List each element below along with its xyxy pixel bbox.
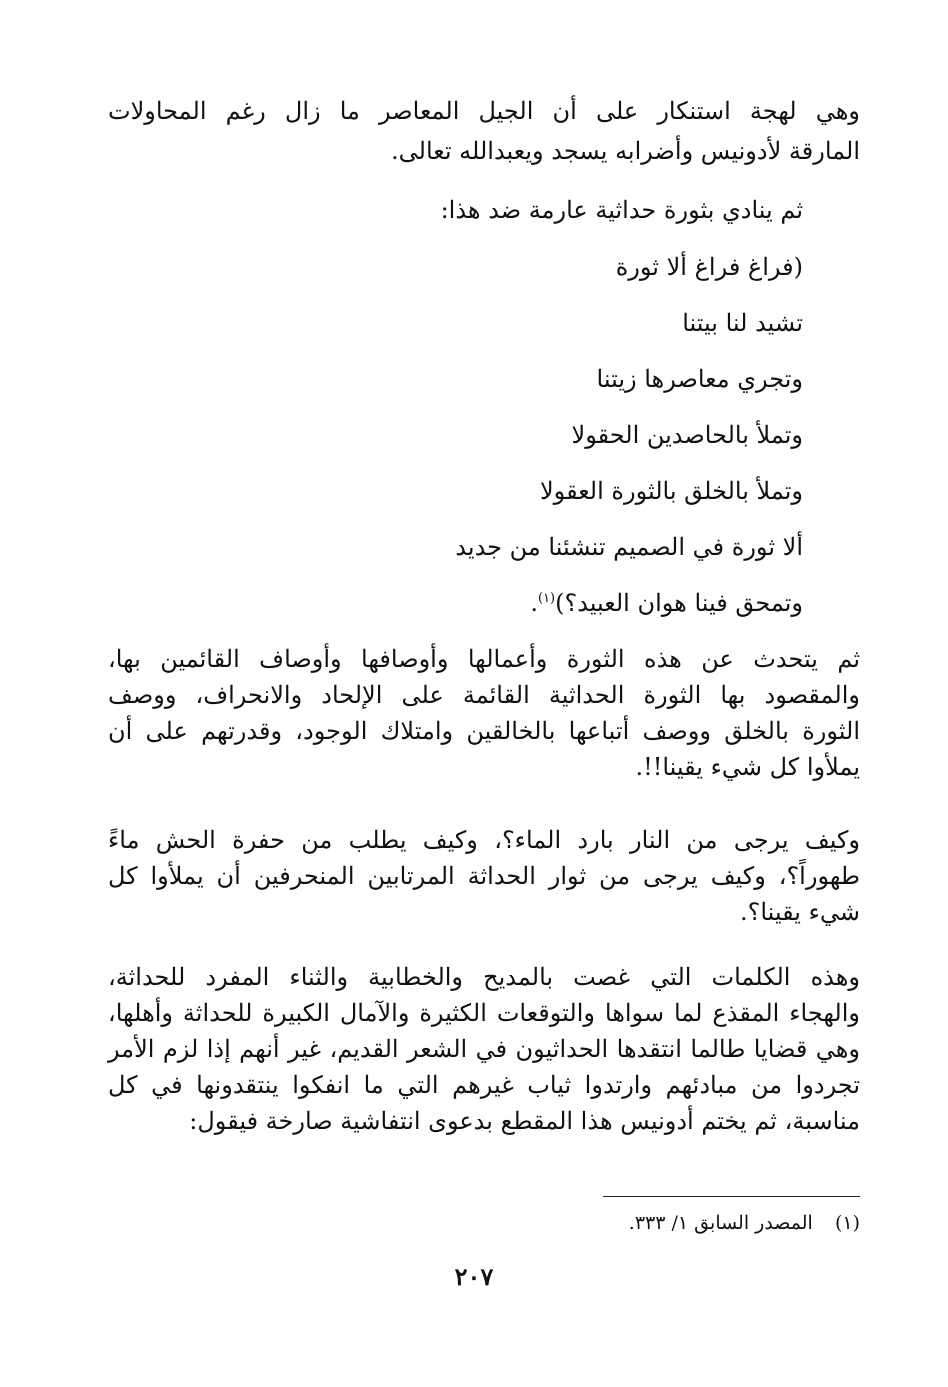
paragraph-3-line: شيء يقينا؟. — [739, 898, 860, 926]
paragraph-4-line: والهجاء المقذع لما سواها والتوقعات الكثيرة والآمال الكبيرة للحداثة وأهلها، — [108, 999, 860, 1027]
page-number: ٢٠٧ — [454, 1262, 494, 1291]
poem-verse: تشيد لنا بيتنا — [682, 309, 803, 337]
footnote-reference: (١) — [537, 591, 556, 606]
paragraph-2-line: يملأوا كل شيء يقينا!!. — [635, 753, 860, 781]
poem-verse: وتملأ بالحاصدين الحقولا — [571, 421, 803, 449]
paragraph-2-line: ثم يتحدث عن هذه الثورة وأعمالها وأوصافها وأوصاف القائمين بها، — [108, 645, 860, 673]
paragraph-2-line: والمقصود بها الثورة الحداثية القائمة على الإلحاد والانحراف، ووصف — [108, 681, 860, 709]
paragraph-4-line: وهي قضايا طالما انتقدها الحداثيون في الشعر القديم، غير أنهم إذا لزم الأمر — [108, 1035, 860, 1063]
paragraph-4-line: وهذه الكلمات التي غصت بالمديح والخطابية والثناء المفرد للحداثة، — [108, 963, 860, 991]
paragraph-4-line: تجردوا من مبادئهم وارتدوا ثياب غيرهم التي ما انفكوا ينتقدونها في كل — [108, 1071, 860, 1099]
footnote-separator — [603, 1196, 860, 1197]
footnote-marker: (١) — [834, 1212, 860, 1234]
paragraph-3-line: طهوراً؟، وكيف يرجى من ثوار الحداثة المرتابين المنحرفين أن يملأوا كل — [108, 862, 860, 890]
paragraph-2-line: الثورة بالخلق ووصف أتباعها بالخالقين وامتلاك الوجود، وقدرتهم على أن — [108, 717, 860, 745]
paragraph-4 — [108, 959, 860, 1139]
paragraph-1 — [108, 93, 860, 169]
paragraph-1-line: وهي لهجة استنكار على أن الجيل المعاصر ما زال رغم المحاولات — [108, 97, 860, 125]
poem-verse: وتملأ بالخلق بالثورة العقولا — [539, 477, 803, 505]
poem-verse: (فراغ فراغ ألا ثورة — [615, 253, 803, 281]
paragraph-3-line: وكيف يرجى من النار بارد الماء؟، وكيف يطلب من حفرة الحش ماءً — [108, 826, 860, 854]
paragraph-4-line: مناسبة، ثم يختم أدونيس هذا المقطع بدعوى انتفاشية صارخة فيقول: — [189, 1107, 860, 1135]
poem-verse-last — [530, 585, 803, 621]
poem-verse: وتجري معاصرها زيتنا — [596, 365, 803, 393]
paragraph-3 — [108, 822, 860, 930]
poem-verse-text: وتمحق فينا هوان العبيد؟) — [555, 589, 803, 617]
paragraph-1-line: المارقة لأدونيس وأضرابه يسجد ويعبدالله تعالى. — [391, 137, 860, 165]
footnote — [629, 1208, 860, 1238]
poem-verse-tail: . — [530, 589, 538, 617]
poem-verse: ألا ثورة في الصميم تنشئنا من جديد — [455, 533, 803, 561]
paragraph-2 — [108, 641, 860, 785]
intro-line: ثم ينادي بثورة حداثية عارمة ضد هذا: — [440, 196, 803, 224]
footnote-text: المصدر السابق ١/ ٣٣٣. — [628, 1212, 813, 1234]
